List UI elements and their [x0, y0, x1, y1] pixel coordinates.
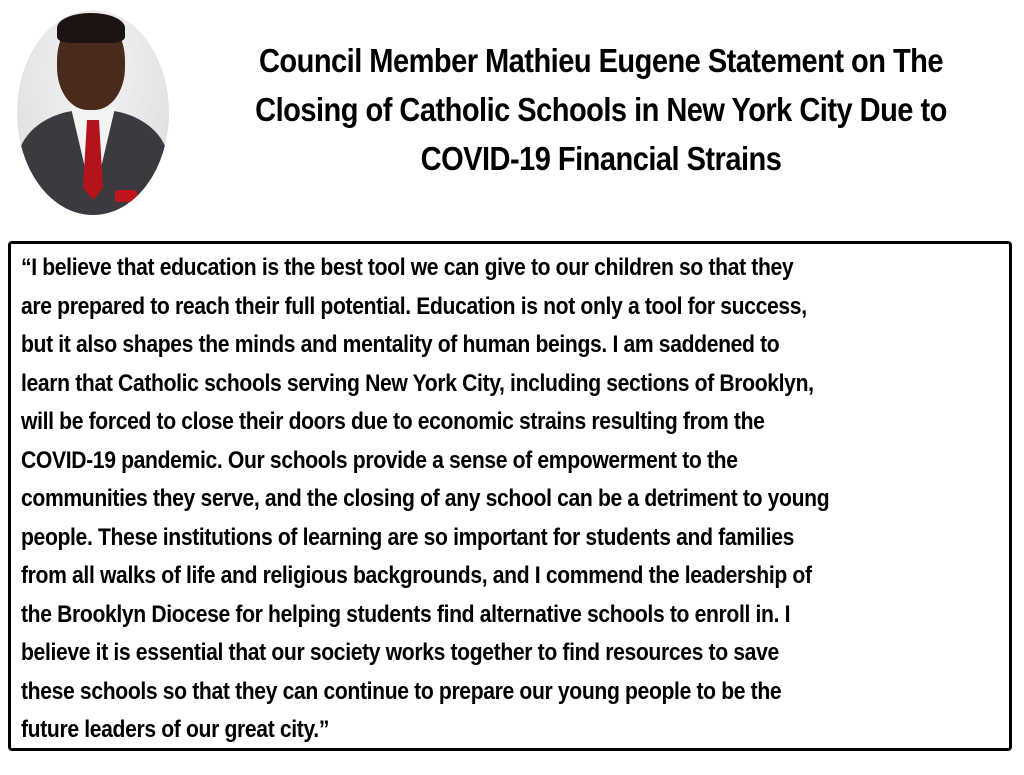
- statement-box: [8, 241, 1012, 751]
- page-title: Council Member Mathieu Eugene Statement on The Closing of Catholic Schools in New York City Due to COVID-19 Financial Strains: [255, 42, 947, 177]
- portrait-hair: [57, 13, 125, 43]
- header: [0, 0, 1024, 232]
- statement-text: “I believe that education is the best tool we can give to our children so that they are prepared to reach their full potential. Education is not only a tool for success, but it also shapes the minds and mentality of human beings. I am saddened to learn that Catholic schools serving New York City, including sections of Brooklyn, will be forced to close their doors due to economic strains resulting from the COVID-19 pandemic. Our schools provide a sense of empowerment to the communities they serve, and the closing of any school can be a detriment to young people. These institutions of learning are so important for students and families from all walks of life and religious backgrounds, and I commend the leadership of the Brooklyn Diocese for helping students find alternative schools to enroll in. I believe it is essential that our society works together to find resources to save these schools so that they can continue to prepare our young people to be the future leaders of our great city.”: [21, 254, 830, 743]
- portrait-pocket-square: [115, 190, 137, 202]
- portrait-photo: [17, 10, 169, 215]
